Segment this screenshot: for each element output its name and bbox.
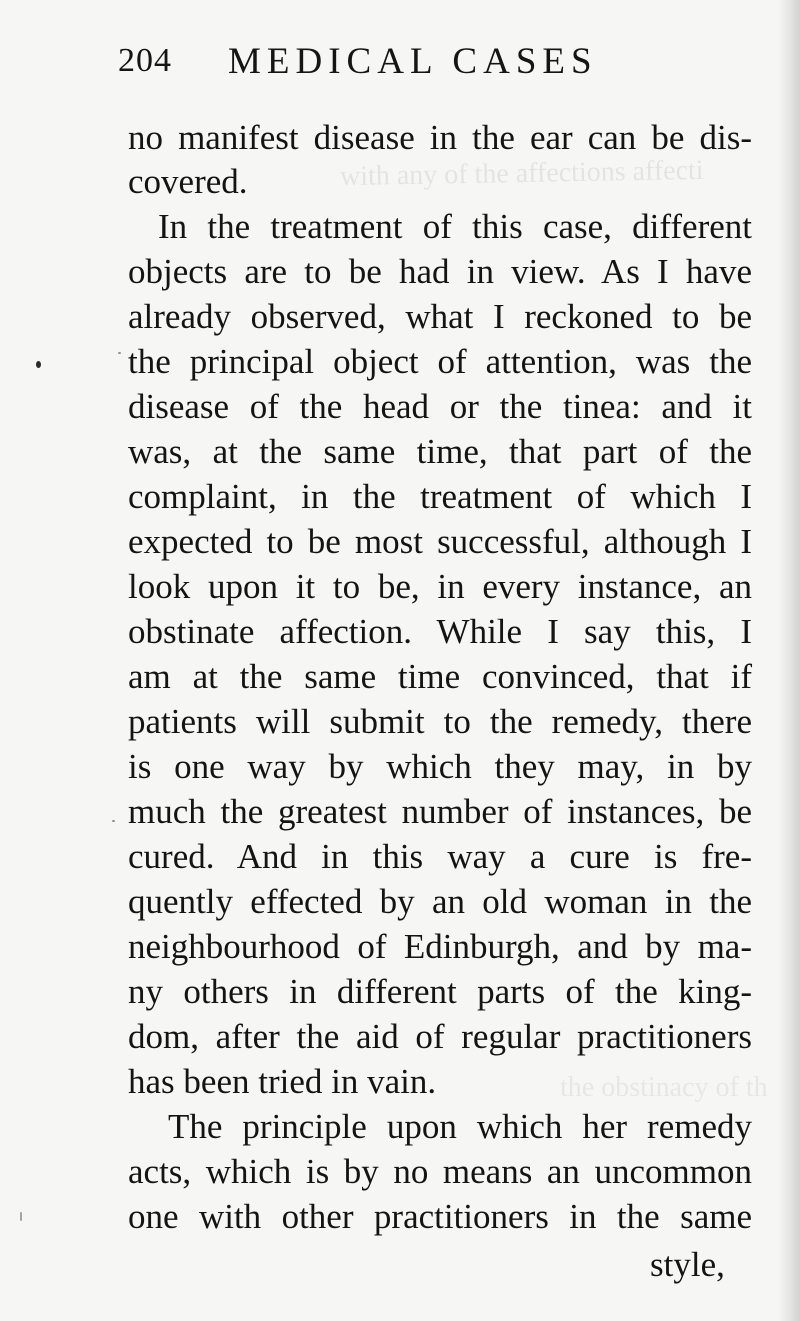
text-line: much the greatest number of instances, be bbox=[128, 792, 752, 831]
text-line: cured. And in this way a cure is fre- bbox=[128, 837, 752, 876]
text-line: acts, which is by no means an uncommon bbox=[128, 1152, 752, 1191]
ink-speck bbox=[36, 361, 41, 368]
text-line: no manifest disease in the ear can be dis- bbox=[128, 118, 752, 157]
show-through-text: the obstinacy of th bbox=[560, 1072, 768, 1103]
text-line: patients will submit to the remedy, there bbox=[128, 702, 752, 741]
text-line: obstinate affection. While I say this, I bbox=[128, 612, 752, 651]
text-line: disease of the head or the tinea: and it bbox=[128, 387, 752, 426]
text-line: In the treatment of this case, different bbox=[158, 207, 752, 246]
text-line: complaint, in the treatment of which I bbox=[128, 477, 752, 516]
text-line: dom, after the aid of regular practitioners bbox=[128, 1017, 752, 1056]
text-line: already observed, what I reckoned to be bbox=[128, 297, 752, 336]
ink-speck bbox=[112, 820, 115, 822]
text-line: quently effected by an old woman in the bbox=[128, 882, 752, 921]
text-line: covered. bbox=[128, 162, 248, 201]
text-line: was, at the same time, that part of the bbox=[128, 432, 752, 471]
show-through-text: with any of the affections affecti bbox=[339, 154, 704, 193]
text-line: is one way by which they may, in by bbox=[128, 747, 752, 786]
text-line: expected to be most successful, although I bbox=[128, 522, 752, 561]
running-head: MEDICAL CASES bbox=[228, 41, 598, 82]
ink-speck bbox=[118, 352, 121, 354]
text-line: neighbourhood of Edinburgh, and by ma- bbox=[128, 927, 752, 966]
text-line: has been tried in vain. bbox=[128, 1062, 437, 1101]
text-line: The principle upon which her remedy bbox=[168, 1107, 752, 1146]
ink-speck bbox=[20, 1212, 22, 1221]
text-line: ny others in different parts of the king- bbox=[128, 972, 752, 1011]
page-number: 204 bbox=[118, 42, 172, 79]
text-line: objects are to be had in view. As I have bbox=[128, 252, 752, 291]
text-line: the principal object of attention, was the bbox=[128, 342, 752, 381]
text-line: one with other practitioners in the same bbox=[128, 1197, 752, 1236]
text-line: am at the same time convinced, that if bbox=[128, 657, 752, 696]
text-line: look upon it to be, in every instance, an bbox=[128, 567, 752, 606]
catchword: style, bbox=[650, 1245, 725, 1284]
